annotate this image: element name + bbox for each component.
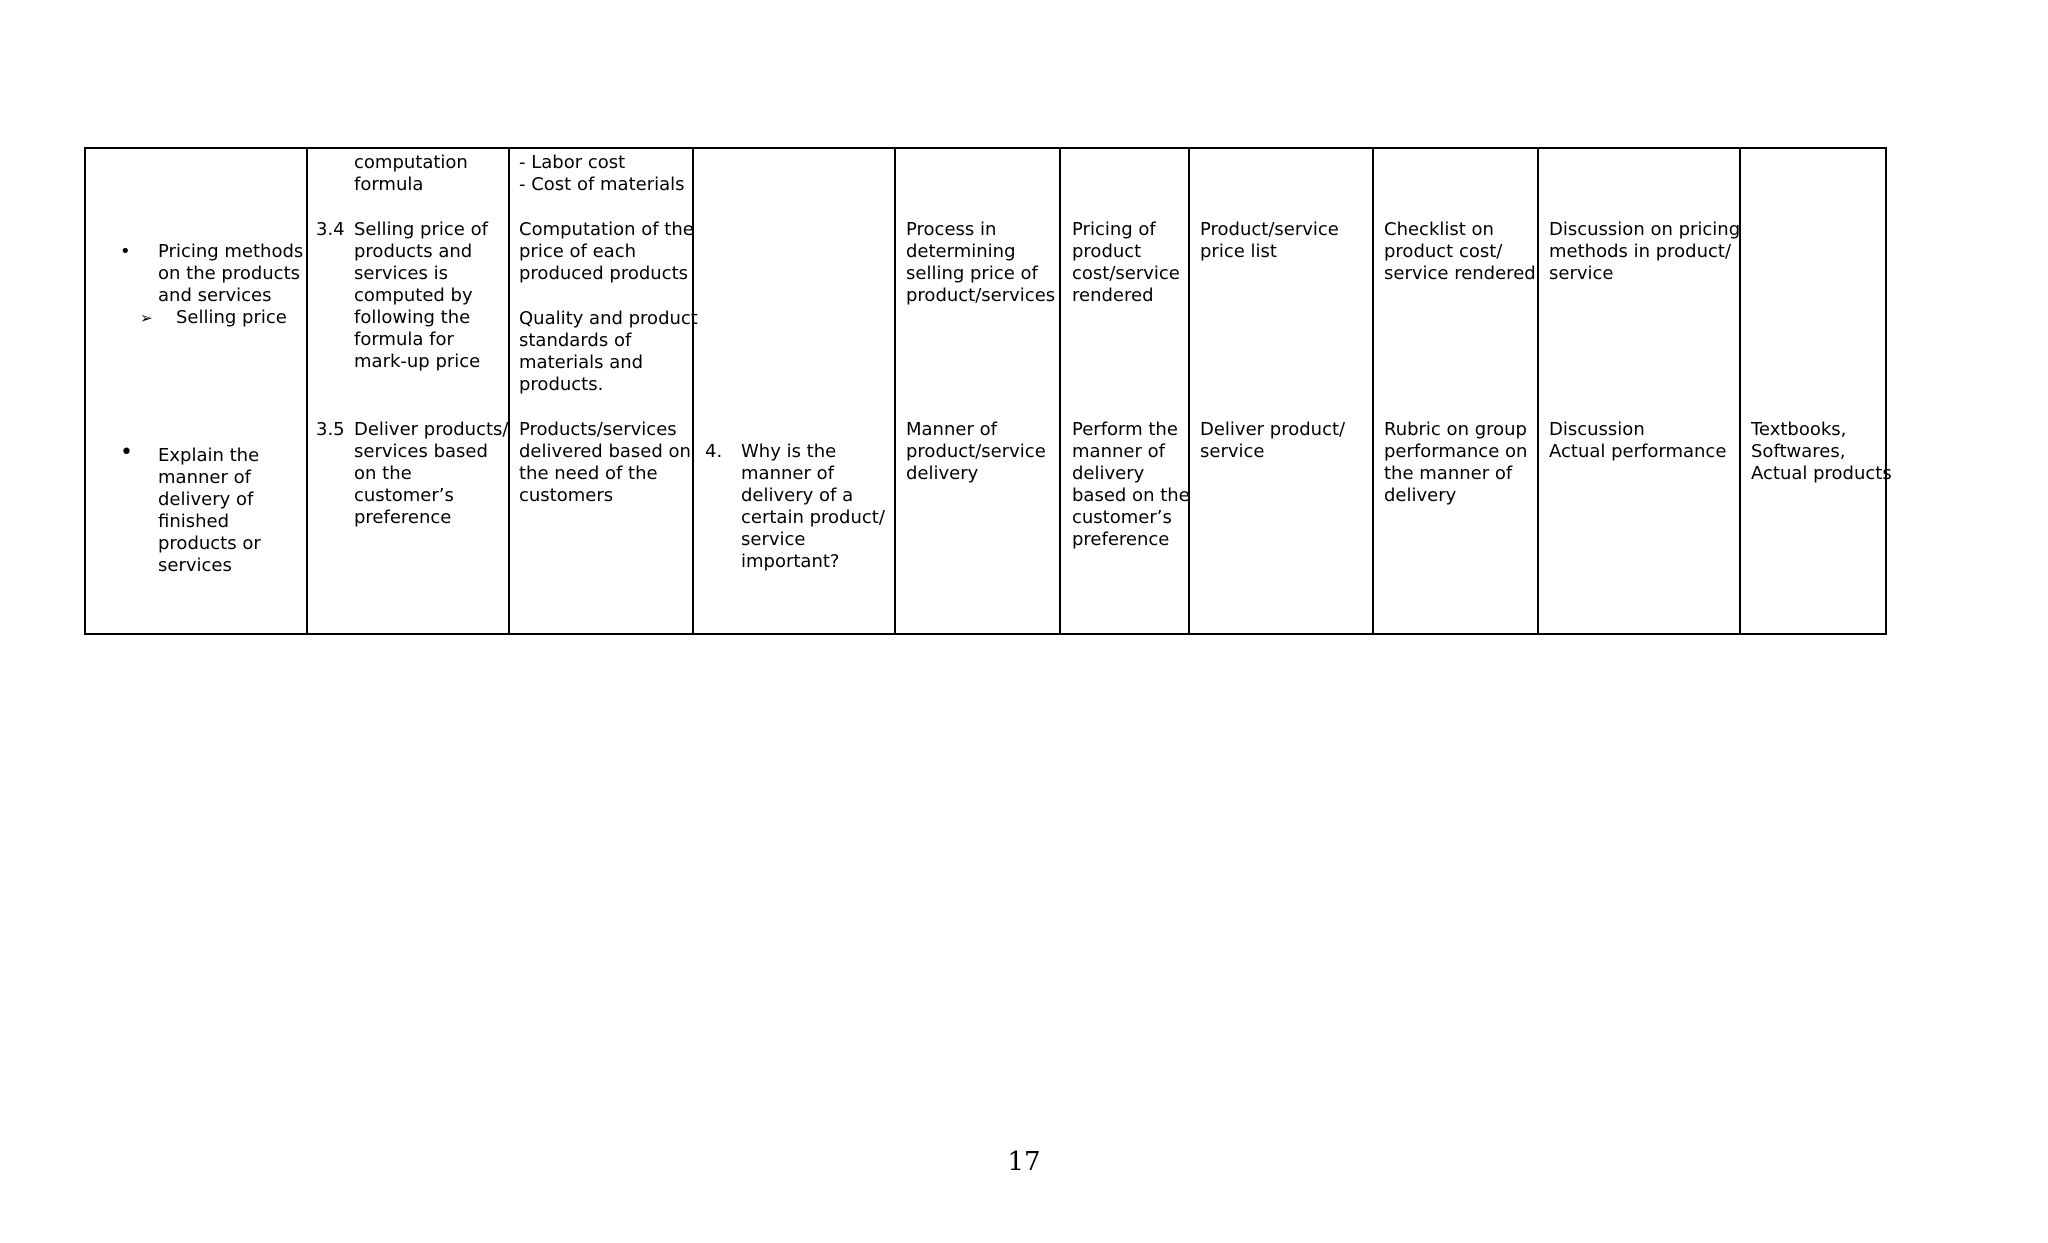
- activity-pricing-discussion: Discussion on pricing methods in product/ service: [1549, 219, 1741, 284]
- knowledge-quality-standards: Quality and product standards of materials and products.: [519, 308, 698, 395]
- column-divider: [1059, 149, 1061, 633]
- content-delivery-manner: Explain the manner of delivery of finished products or services: [158, 445, 261, 576]
- page-number: 17: [1007, 1147, 1041, 1177]
- bullet-icon: •: [120, 241, 131, 262]
- resources-list: Textbooks, Softwares, Actual products: [1751, 419, 1892, 484]
- objective-deliver-products: Deliver products/ services based on the customer’s preference: [354, 419, 509, 528]
- bullet-icon: •: [120, 440, 133, 465]
- activity-discussion-performance: Discussion Actual performance: [1549, 419, 1727, 462]
- objective-computation: computation formula: [354, 152, 468, 195]
- question-number: 4.: [705, 441, 723, 462]
- column-divider: [1188, 149, 1190, 633]
- assessment-rubric: Rubric on group performance on the manner of delivery: [1384, 419, 1528, 506]
- column-divider: [1537, 149, 1539, 633]
- column-divider: [306, 149, 308, 633]
- objective-number: 3.4: [316, 219, 345, 240]
- skills-selling-price-process: Process in determining selling price of product/services: [906, 219, 1056, 306]
- column-divider: [508, 149, 510, 633]
- skills-delivery-manner: Manner of product/service delivery: [906, 419, 1046, 484]
- column-divider: [1372, 149, 1374, 633]
- performance-pricing: Pricing of product cost/service rendered: [1072, 219, 1180, 306]
- knowledge-products-delivered: Products/services delivered based on the need of the customers: [519, 419, 691, 506]
- knowledge-price-computation: Computation of the price of each produced products: [519, 219, 694, 284]
- content-selling-price: Selling price: [176, 307, 287, 328]
- product-price-list: Product/service price list: [1200, 219, 1339, 262]
- column-divider: [894, 149, 896, 633]
- essential-question: Why is the manner of delivery of a certain product/ service important?: [741, 441, 885, 572]
- curriculum-table: [84, 147, 1892, 635]
- arrow-bullet-icon: ➢: [140, 309, 153, 327]
- content-pricing-methods: Pricing methods on the products and services: [158, 241, 304, 306]
- knowledge-costs: - Labor cost - Cost of materials: [519, 152, 685, 195]
- objective-selling-price: Selling price of products and services is computed by following the formula for mark-up price: [354, 219, 488, 372]
- assessment-checklist: Checklist on product cost/ service rendered: [1384, 219, 1536, 284]
- product-deliver: Deliver product/ service: [1200, 419, 1346, 462]
- performance-delivery: Perform the manner of delivery based on the customer’s preference: [1072, 419, 1190, 550]
- objective-number: 3.5: [316, 419, 345, 440]
